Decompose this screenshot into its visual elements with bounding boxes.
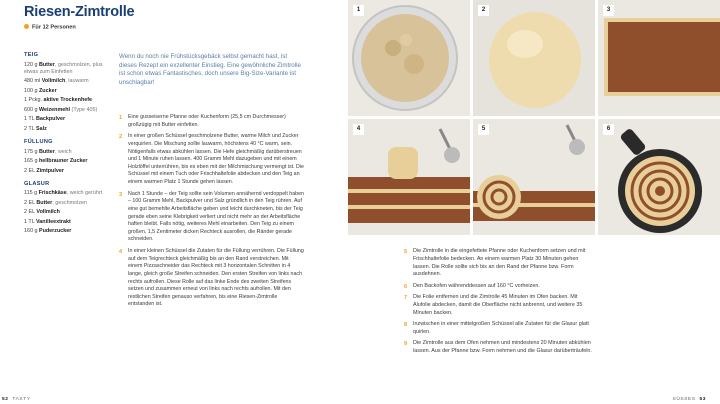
ingredient-amount: 160 g	[24, 228, 38, 235]
step-number: 1	[119, 115, 123, 121]
step-number: 9	[404, 341, 408, 348]
recipe-step	[119, 114, 304, 129]
ingredient-item	[24, 97, 108, 104]
ingredient-heading-fuellung: FÜLLUNG	[24, 139, 53, 146]
step-number: 6	[404, 283, 408, 290]
recipe-step	[404, 283, 594, 291]
ingredient-note: , geschmolzen	[52, 199, 88, 206]
ingredient-name: Vanilleextrakt	[36, 218, 71, 225]
ingredient-item	[24, 209, 108, 216]
recipe-step	[404, 340, 594, 356]
page-number-left: 52	[2, 397, 9, 402]
skillet-roll-illustration	[598, 119, 720, 235]
step-number: 5	[404, 249, 408, 255]
ingredient-name: Zucker	[39, 87, 57, 94]
ingredient-amount: 165 g	[24, 158, 38, 165]
ingredient-item	[24, 116, 108, 123]
ingredient-amount: 1 Pckg.	[24, 97, 42, 104]
ingredient-note: , lauwarm	[65, 78, 89, 85]
step-number: 2	[119, 134, 123, 141]
ingredient-name: Zimtpulver	[36, 167, 64, 174]
photo-step-6	[598, 119, 720, 235]
servings	[24, 24, 76, 31]
ingredient-amount: 115 g	[24, 190, 38, 197]
footer-left	[2, 397, 31, 402]
recipe-step	[119, 191, 304, 244]
ingredient-name: Salz	[36, 125, 47, 132]
recipe-step	[119, 248, 304, 309]
footer-label-left: TASTY	[12, 397, 31, 402]
ingredient-amount: 120 g	[24, 61, 38, 68]
ingredient-note: , weich	[54, 148, 72, 155]
ingredient-amount: 480 ml	[24, 78, 41, 85]
photo-badge: 3	[603, 5, 614, 16]
photo-step-2	[473, 0, 595, 116]
photo-badge: 5	[478, 124, 489, 135]
page-number-right: 53	[699, 397, 706, 402]
ingredient-item	[24, 158, 108, 165]
step-text: In einer kleinen Schüssel die Zutaten für die Füllung verrühren. Die Füllung auf dem Teigrechteck gleichmäßig bis an den Rand verstreichen. Mit einem Pizzaschneider das Rechteck mit 3 horizontalen Schnitten in 4 lange, gleich große Streifen schneiden. Den ersten Streifen von links nach rechts aufrollen. Diese Rolle auf das linke Ende des zweiten Streifens setzen und zusammen erneut von links nach rechts aufrollen. Mit den restlichen Streifen genauso verfahren, bis eine Riesen-Zimtrolle entstanden ist.	[128, 248, 304, 308]
ingredient-name: Butter	[36, 199, 53, 206]
ingredient-item	[24, 190, 108, 197]
rolled-spiral-illustration	[473, 119, 595, 235]
intro-text: Wenn du noch nie Frühstücksgebäck selbst gemacht hast, ist dieses Rezept ein exzellenter Einstieg. Eine gewöhnliche Zimtrolle ist schon etwas Fantastisches, doch unsere Big-Size-Variante ist unschlagbar!	[119, 53, 301, 87]
ingredient-item	[24, 219, 108, 226]
photo-badge: 1	[353, 5, 364, 16]
ingredient-amount: 1 TL	[24, 116, 35, 123]
cinnamon-dough-sheet-illustration	[598, 0, 720, 116]
photo-badge: 2	[478, 5, 489, 16]
ingredient-item	[24, 168, 108, 175]
ingredient-item	[24, 126, 108, 133]
steps-list-left	[119, 114, 304, 313]
ingredient-name: Frischkäse	[38, 190, 67, 197]
ingredient-item	[24, 107, 108, 114]
step-number: 8	[404, 322, 408, 329]
ingredient-name: Butter	[39, 61, 55, 68]
steps-list-right	[404, 248, 594, 359]
step-text: Die Zimtrolle in die eingefettete Pfanne oder Kuchenform setzen und mit Frischhaltefolie bedecken. An einem warmen Platz 30 Minuten gehen lassen. Die Rolle sollte sich bis an den Rand der Pfanne bzw. Form ausdehnen.	[413, 248, 586, 278]
dough-ball-illustration	[473, 0, 595, 116]
ingredient-note: , weich gerührt	[66, 190, 103, 197]
step-number: 4	[119, 249, 123, 255]
recipe-step	[119, 133, 304, 186]
step-number: 3	[119, 191, 123, 198]
photo-step-5	[473, 119, 595, 235]
photo-badge: 4	[353, 124, 364, 135]
photo-step-1	[348, 0, 470, 116]
ingredient-item	[24, 62, 108, 77]
ingredient-amount: 2 EL	[24, 209, 35, 216]
step-text: Eine gusseiserne Pfanne oder Kuchenform (25,5 cm Durchmesser) großzügig mit Butter einfetten.	[128, 114, 286, 128]
footer-right	[673, 397, 706, 402]
ingredient-list	[24, 52, 108, 238]
ingredient-amount: 2 EL	[24, 167, 35, 174]
ingredient-amount: 175 g	[24, 148, 38, 155]
ingredient-name: Weizenmehl	[39, 106, 71, 113]
rolling-strips-illustration	[348, 119, 470, 235]
ingredient-item	[24, 149, 108, 156]
footer-label-right: SÜSSES	[672, 397, 696, 402]
recipe-step	[404, 248, 594, 279]
ingredient-item	[24, 200, 108, 207]
recipe-step	[404, 321, 594, 337]
ingredient-heading-teig: TEIG	[24, 52, 39, 58]
ingredient-name: Butter	[39, 148, 55, 155]
recipe-title: Riesen-Zimtrolle	[24, 4, 135, 20]
ingredient-name: hellbrauner Zucker	[39, 158, 88, 165]
photo-badge: 6	[603, 124, 614, 135]
photo-step-3	[598, 0, 720, 116]
ingredient-amount: 2 EL	[24, 199, 35, 206]
ingredient-name: Backpulver	[36, 116, 66, 123]
ingredient-amount: 1 TL	[24, 218, 35, 225]
ingredient-note: , geschmolzen, plus etwas zum Einfetten	[24, 61, 103, 75]
step-number: 7	[404, 295, 408, 302]
ingredient-note: (Type 405)	[70, 106, 98, 113]
ingredient-heading-glasur: GLASUR	[24, 180, 50, 187]
ingredient-name: Vollmilch	[36, 209, 60, 216]
recipe-step	[404, 294, 594, 317]
ingredient-amount: 100 g	[24, 87, 38, 94]
ingredient-name: Vollmilch	[41, 78, 66, 85]
ingredient-amount: 600 g	[24, 106, 38, 113]
bullet-dot-icon	[24, 24, 29, 29]
dough-bowl-illustration	[348, 0, 470, 116]
ingredient-item	[24, 228, 108, 235]
step-text: In einer großen Schüssel geschmolzene Butter, warme Milch und Zucker verquirlen. Die Mischung sollte lauwarm, höchstens 40 °C warm, sein. Nötigenfalls etwas abkühlen lassen. Die Hefe gleichmäßig darüberstreuen und 1 Minute ruhen lassen. 400 Gramm Mehl dazugeben und mit einem Holzlöffel unterrühren, bis es eben mit der Milchmischung vermengt ist. Die Schüssel mit einem Tuch oder Frischhaltefolie abdecken und den Teig an einem warmen Platz 1 Stunde gehen lassen.	[128, 133, 304, 185]
step-text: Die Zimtrolle aus dem Ofen nehmen und mindestens 20 Minuten abkühlen lassen. Aus der Pfanne bzw. Form nehmen und die Glasur darüberträufeln.	[413, 340, 592, 354]
ingredient-name: Puderzucker	[39, 228, 72, 235]
ingredient-item	[24, 88, 108, 95]
ingredient-name: aktive Trockenhefe	[43, 97, 93, 104]
step-text: Inzwischen in einer mittelgroßen Schüssel alle Zutaten für die Glasur glatt quirlen.	[413, 321, 589, 335]
photo-step-4	[348, 119, 470, 235]
step-text: Die Folie entfernen und die Zimtrolle 45 Minuten im Ofen backen. Mit Alufolie abdecken, damit die Oberfläche nicht anbrennt, und weitere 35 Minuten backen.	[413, 294, 583, 316]
step-text: Den Backofen währenddessen auf 160 °C vorheizen.	[413, 282, 540, 289]
ingredient-amount: 2 TL	[24, 125, 35, 132]
step-text: Nach 1 Stunde – der Teig sollte sein Volumen annähernd verdoppelt haben – 100 Gramm Mehl, Backpulver und Salz gründlich in den Teig rühren. Auf eine gut bemehlte Arbeitsfläche geben und leicht durchkneten, bis der Teig gerade eben seine Klebrigkeit verliert und nicht mehr an der Arbeitsfläche haften bleibt. Falls nötig, weiteres Mehl einarbeiten. Den Teig zu einem großen, 1,5 Zentimeter dicken Rechteck ausrollen, die Ränder gerade schneiden.	[128, 190, 305, 243]
ingredient-item	[24, 78, 108, 85]
servings-label: Für 12 Personen	[32, 24, 76, 31]
